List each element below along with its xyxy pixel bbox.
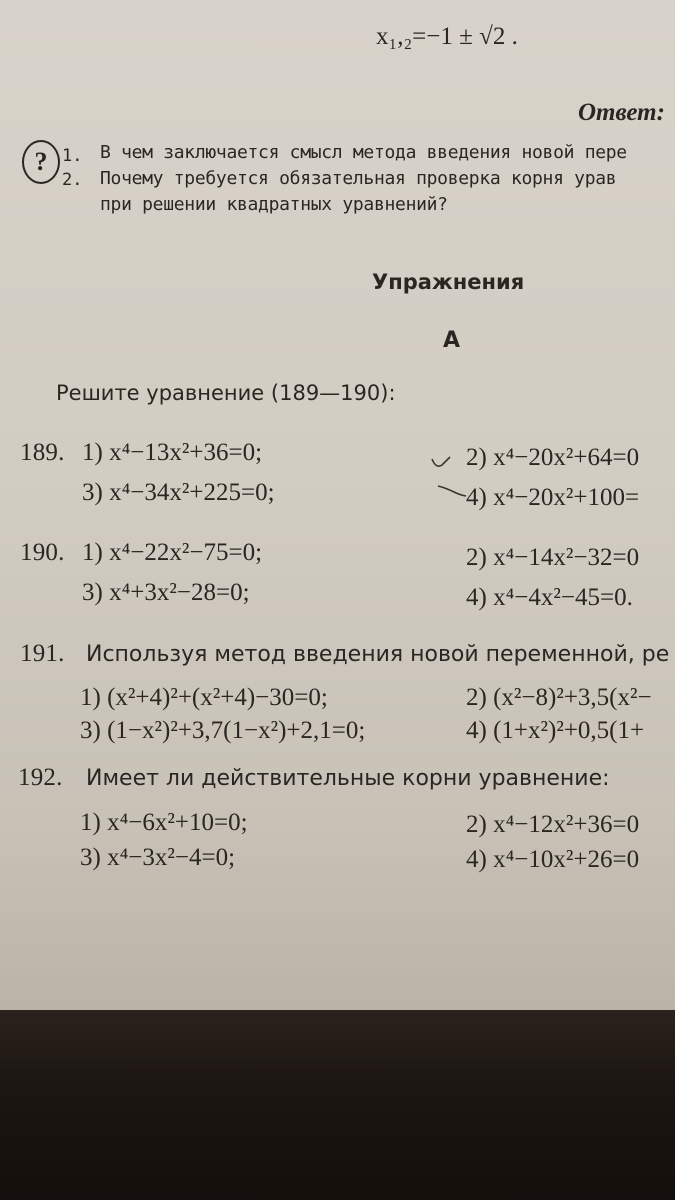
subsection-label: А	[443, 328, 461, 353]
solution-formula: x₁,₂=−1 ± √2 .	[376, 23, 518, 50]
question-circle-icon: ?	[22, 140, 60, 184]
question-2-text: Почему требуется обязательная проверка корня урав	[100, 168, 617, 189]
exercise-190-item-2: 2) x⁴−14x²−32=0	[466, 544, 640, 571]
pencil-tick-mark	[430, 455, 452, 471]
question-2-number: 2.	[62, 170, 83, 190]
exercise-189-item-1: 1) x⁴−13x²+36=0;	[82, 439, 263, 466]
question-1-number: 1.	[62, 146, 83, 166]
exercise-189-item-2: 2) x⁴−20x²+64=0	[466, 444, 640, 471]
instruction-text: Решите уравнение (189—190):	[56, 381, 396, 405]
exercise-191-prompt: Используя метод введения новой переменной, ре	[86, 642, 670, 667]
exercise-192-item-4: 4) x⁴−10x²+26=0	[466, 846, 640, 873]
exercise-191-item-4: 4) (1+x²)²+0,5(1+	[466, 717, 645, 744]
exercise-190-item-3: 3) x⁴+3x²−28=0;	[82, 579, 250, 606]
exercise-189-number: 189.	[20, 439, 65, 466]
exercise-189-item-4: 4) x⁴−20x²+100=	[466, 484, 640, 511]
question-2-continuation: при решении квадратных уравнений?	[100, 194, 448, 215]
exercise-192-item-2: 2) x⁴−12x²+36=0	[466, 811, 640, 838]
exercise-191-item-1: 1) (x²+4)²+(x²+4)−30=0;	[80, 684, 328, 711]
section-title: Упражнения	[372, 270, 525, 294]
answer-label: Ответ:	[578, 99, 665, 126]
exercise-190-item-1: 1) x⁴−22x²−75=0;	[82, 539, 263, 566]
exercise-189-item-3: 3) x⁴−34x²+225=0;	[82, 479, 275, 506]
exercise-190-item-4: 4) x⁴−4x²−45=0.	[466, 584, 633, 611]
exercise-192-item-1: 1) x⁴−6x²+10=0;	[80, 809, 248, 836]
question-1-text: В чем заключается смысл метода введения новой пере	[100, 142, 627, 163]
pencil-tick-mark	[436, 484, 468, 498]
exercise-191-item-3: 3) (1−x²)²+3,7(1−x²)+2,1=0;	[80, 717, 366, 744]
exercise-191-item-2: 2) (x²−8)²+3,5(x²−	[466, 684, 652, 711]
exercise-192-number: 192.	[18, 764, 63, 791]
background-shadow	[0, 1010, 675, 1200]
exercise-190-number: 190.	[20, 539, 65, 566]
exercise-192-item-3: 3) x⁴−3x²−4=0;	[80, 844, 236, 871]
exercise-191-number: 191.	[20, 640, 65, 667]
exercise-192-prompt: Имеет ли действительные корни уравнение:	[86, 766, 610, 791]
